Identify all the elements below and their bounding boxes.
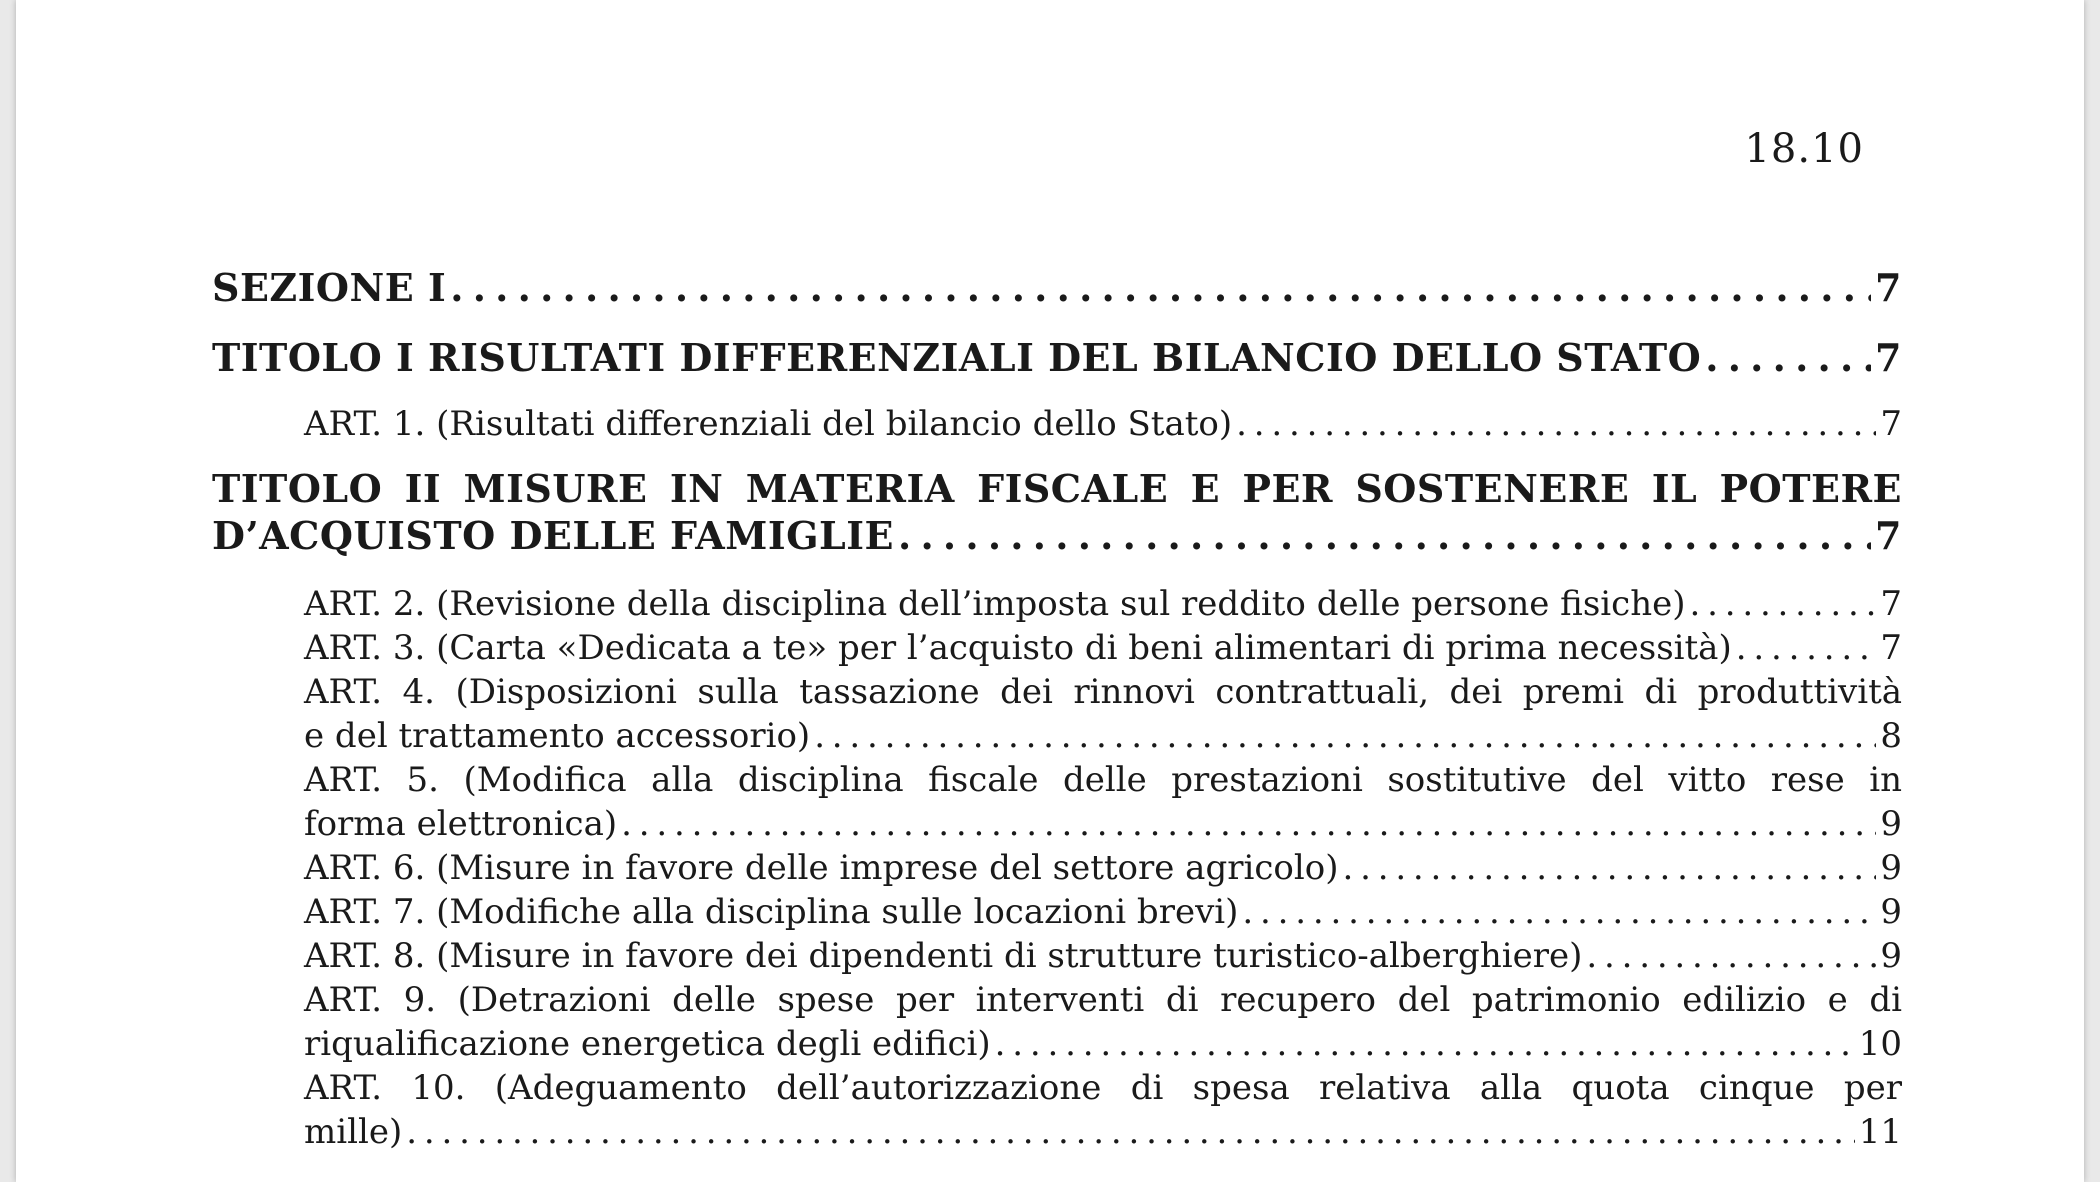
dot-leader xyxy=(1586,934,1876,978)
toc-entry-title: ART. 6. (Misure in favore delle imprese del settore agricolo) xyxy=(304,848,1339,888)
toc-page-number: 9 xyxy=(1880,848,1902,888)
toc-entry-art-4[interactable] xyxy=(212,670,1902,758)
document-page xyxy=(16,0,2084,1182)
toc-entry-art-1[interactable] xyxy=(212,402,1902,446)
toc-entry-art-2[interactable] xyxy=(212,582,1902,626)
toc-entry-sezione-1[interactable] xyxy=(212,266,1902,310)
toc-page-number: 10 xyxy=(1858,1024,1902,1064)
toc-entry-art-7[interactable] xyxy=(212,890,1902,934)
toc-entry-art-5[interactable] xyxy=(212,758,1902,846)
toc-page-number: 7 xyxy=(1875,265,1902,310)
dot-leader xyxy=(621,802,1876,846)
toc-entry-titolo-2[interactable] xyxy=(212,464,1902,558)
toc-entry-art-10[interactable] xyxy=(212,1066,1902,1154)
toc-entry-title-line-1: ART. 9. (Detrazioni delle spese per interventi di recupero del patrimonio edilizio e di xyxy=(304,980,1902,1020)
dot-leader xyxy=(1242,890,1876,934)
toc-entry-title-line-2: e del trattamento accessorio) xyxy=(304,716,811,756)
toc-entry-art-8[interactable] xyxy=(212,934,1902,978)
toc-entry-title-line-1: TITOLO II MISURE IN MATERIA FISCALE E PER SOSTENERE IL POTERE xyxy=(212,466,1902,511)
toc-page-number: 7 xyxy=(1880,628,1902,668)
toc-page-number: 7 xyxy=(1880,584,1902,624)
dot-leader xyxy=(1705,336,1871,380)
toc-page-number: 9 xyxy=(1880,804,1902,844)
dot-leader xyxy=(995,1022,1855,1066)
toc-entry-title: ART. 7. (Modifiche alla disciplina sulle locazioni brevi) xyxy=(304,892,1239,932)
toc-page-number: 7 xyxy=(1875,513,1902,558)
dot-leader xyxy=(898,514,1871,558)
toc-entry-title-line-2: mille) xyxy=(304,1112,403,1152)
toc-entry-title: ART. 1. (Risultati differenziali del bilancio dello Stato) xyxy=(304,404,1233,444)
toc-page-number: 11 xyxy=(1858,1112,1902,1152)
dot-leader xyxy=(1736,626,1877,670)
dot-leader xyxy=(406,1110,1854,1154)
toc-page-number: 7 xyxy=(1875,335,1902,380)
toc-entry-title-line-2: riqualificazione energetica degli edifici) xyxy=(304,1024,991,1064)
toc-entry-title-line-1: ART. 5. (Modifica alla disciplina fiscale delle prestazioni sostitutive del vitto rese in xyxy=(304,760,1902,800)
dot-leader xyxy=(814,714,1876,758)
toc-entry-art-3[interactable] xyxy=(212,626,1902,670)
toc-entry-title: ART. 8. (Misure in favore dei dipendenti di strutture turistico-alberghiere) xyxy=(304,936,1583,976)
toc-entry-title-line-2: D’ACQUISTO DELLE FAMIGLIE xyxy=(212,513,895,558)
toc-entry-title-line-1: ART. 4. (Disposizioni sulla tassazione dei rinnovi contrattuali, dei premi di produttività xyxy=(304,672,1902,712)
toc-entry-art-9[interactable] xyxy=(212,978,1902,1066)
toc-entry-title-line-2: forma elettronica) xyxy=(304,804,618,844)
dot-leader xyxy=(1689,582,1876,626)
toc-entry-title: ART. 3. (Carta «Dedicata a te» per l’acquisto di beni alimentari di prima necessità) xyxy=(304,628,1732,668)
toc-page-number: 8 xyxy=(1880,716,1902,756)
toc-page-number: 9 xyxy=(1880,892,1902,932)
toc-entry-title: ART. 2. (Revisione della disciplina dell’imposta sul reddito delle persone fisiche) xyxy=(304,584,1686,624)
dot-leader xyxy=(1342,846,1876,890)
toc-entry-titolo-1[interactable] xyxy=(212,336,1902,380)
document-date: 18.10 xyxy=(1744,126,1864,172)
toc-entry-art-6[interactable] xyxy=(212,846,1902,890)
toc-page-number: 9 xyxy=(1880,936,1902,976)
toc-entry-title: SEZIONE I xyxy=(212,265,447,310)
table-of-contents xyxy=(212,266,1902,1154)
toc-page-number: 7 xyxy=(1880,404,1902,444)
toc-entry-title: TITOLO I RISULTATI DIFFERENZIALI DEL BILANCIO DELLO STATO xyxy=(212,335,1702,380)
toc-entry-title-line-1: ART. 10. (Adeguamento dell’autorizzazione di spesa relativa alla quota cinque per xyxy=(304,1068,1902,1108)
dot-leader xyxy=(1236,402,1876,446)
dot-leader xyxy=(450,266,1871,310)
